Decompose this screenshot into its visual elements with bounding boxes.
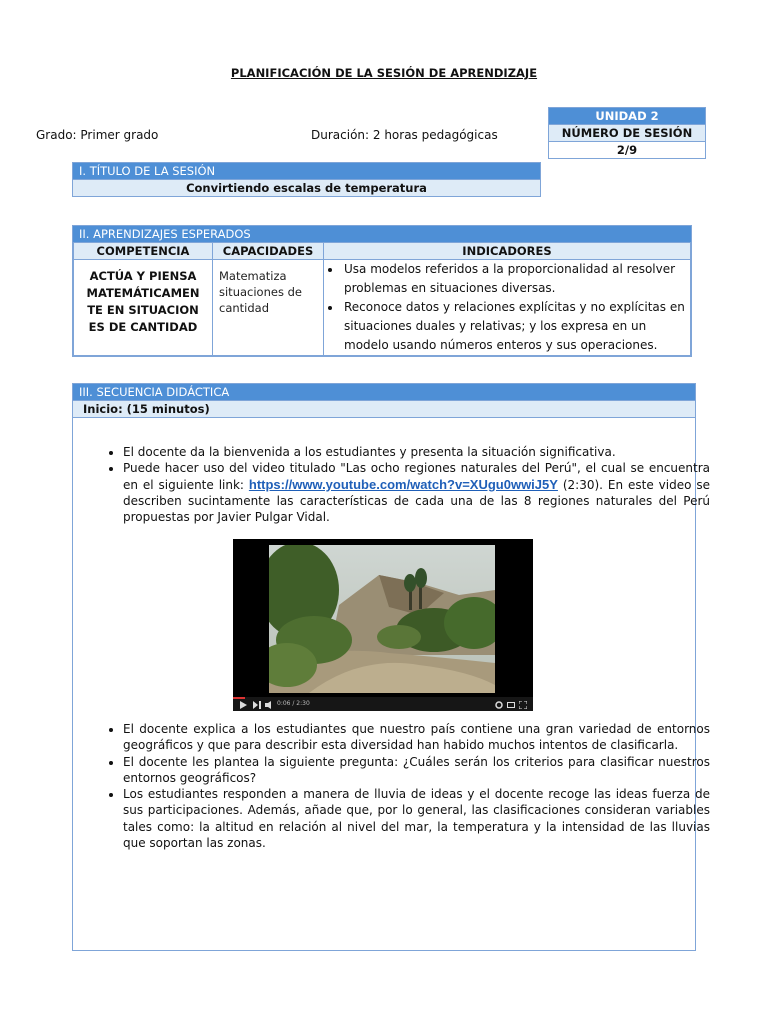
aprendizajes-table <box>73 242 691 356</box>
bullet-list-top <box>101 444 710 525</box>
numero-sesion-value: 2/9 <box>549 141 705 158</box>
competencia-cell <box>74 260 213 356</box>
aprendizajes-heading: II. APRENDIZAJES ESPERADOS <box>73 226 691 242</box>
capacidad-text: Matematiza situaciones de cantidad <box>219 269 302 315</box>
video-progress-bar[interactable] <box>233 697 245 699</box>
unit-box <box>548 107 706 159</box>
indicador-item: • Reconoce datos y relaciones explícitas y no explícitas en situaciones duales y relativas; y los expresa en un modelo usando números enteros y sus operaciones. <box>342 298 690 355</box>
list-item: • El docente les plantea la siguiente pregunta: ¿Cuáles serán los criterios para clasificar nuestros entornos geográficos? <box>123 754 710 787</box>
capacidad-cell <box>213 260 324 356</box>
list-item: • Los estudiantes responden a manera de lluvia de ideas y el docente recoge las ideas fuerza de sus participaciones. Además, añade que, por lo general, las clasificaciones consideran variables tales como: la altitud en relación al nivel del mar, la temperatura y la intensidad de las lluvias que soportan las zonas. <box>123 786 710 851</box>
list-item <box>123 460 710 525</box>
video-frame-image <box>269 545 495 693</box>
indicador-item: • Usa modelos referidos a la proporcionalidad al resolver problemas en situaciones diversas. <box>342 260 690 298</box>
next-icon[interactable] <box>253 701 261 709</box>
titulo-value: Convirtiendo escalas de temperatura <box>73 179 540 196</box>
competencia-text: ACTÚA Y PIENSA MATEMÁTICAMENTE EN SITUACIONES DE CANTIDAD <box>86 269 200 334</box>
video-player[interactable] <box>233 539 533 711</box>
unidad-label: UNIDAD 2 <box>549 108 705 124</box>
page-title: PLANIFICACIÓN DE LA SESIÓN DE APRENDIZAJE <box>230 66 538 80</box>
column-header-capacidades: CAPACIDADES <box>213 243 324 260</box>
settings-icon[interactable] <box>495 701 503 709</box>
aprendizajes-section <box>72 225 692 357</box>
video-description-text: (2:30). En este video se describen sucintamente las características de cada una de las 8 regiones naturales del Perú propuestas por Javier Pulgar Vidal. <box>123 477 710 525</box>
indicadores-cell <box>324 260 691 356</box>
video-intro-text: Puede hacer uso del video titulado "Las ocho regiones naturales del Perú", el cual se encuentra en el siguiente link: <box>123 461 710 492</box>
titulo-heading: I. TÍTULO DE LA SESIÓN <box>73 163 540 179</box>
column-header-competencia: COMPETENCIA <box>74 243 213 260</box>
inicio-label: Inicio: (15 minutos) <box>73 400 695 418</box>
video-controls <box>233 697 533 711</box>
volume-icon[interactable] <box>265 701 274 709</box>
list-item: • El docente explica a los estudiantes que nuestro país contiene una gran variedad de entornos geográficos y que para describir esta diversidad han habido muchos intentos de clasificarla. <box>123 721 710 754</box>
theater-mode-icon[interactable] <box>507 701 515 709</box>
play-icon[interactable] <box>239 701 247 709</box>
fullscreen-icon[interactable] <box>519 701 527 709</box>
bullet-list-bottom <box>101 721 710 851</box>
grado-text: Grado: Primer grado <box>36 128 159 142</box>
video-time: 0:06 / 2:30 <box>277 700 310 707</box>
column-header-indicadores: INDICADORES <box>324 243 691 260</box>
youtube-link[interactable]: https://www.youtube.com/watch?v=XUgu0wwiJ5Y <box>248 476 558 492</box>
numero-sesion-label: NÚMERO DE SESIÓN <box>549 124 705 141</box>
secuencia-heading: III. SECUENCIA DIDÁCTICA <box>73 384 695 400</box>
titulo-section <box>72 162 541 197</box>
list-item: • El docente da la bienvenida a los estudiantes y presenta la situación significativa. <box>123 444 710 460</box>
duracion-text: Duración: 2 horas pedagógicas <box>311 128 498 142</box>
